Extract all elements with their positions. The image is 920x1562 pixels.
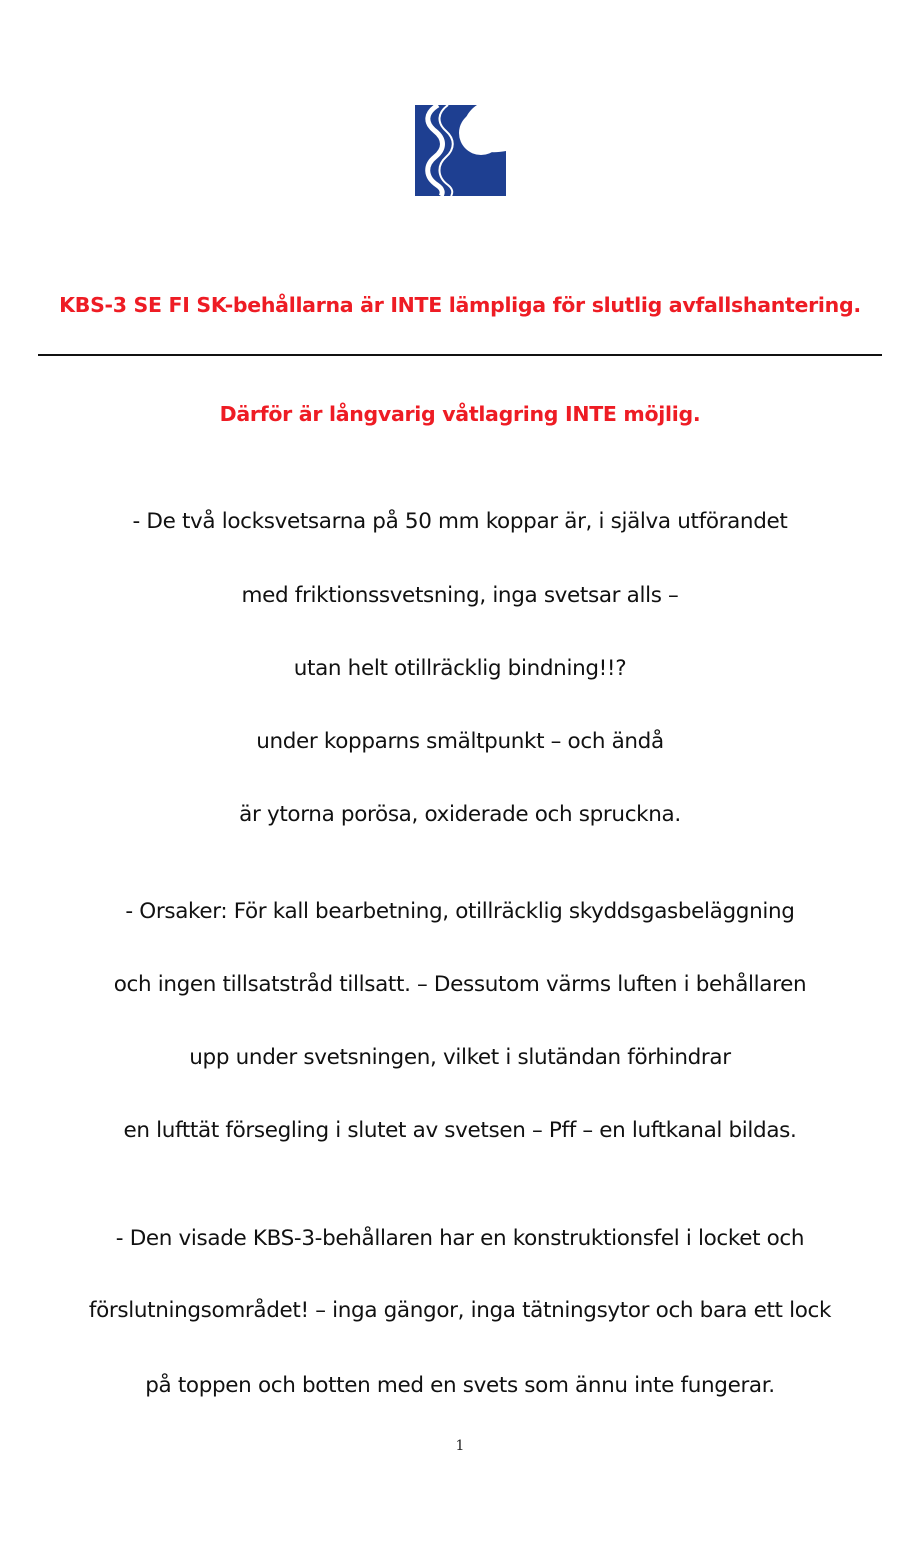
paragraph-1-line-5: är ytorna porösa, oxiderade och spruckna.: [239, 802, 681, 827]
headline-primary: KBS-3 SE FI SK-behållarna är INTE lämpliga för slutlig avfallshantering.: [59, 293, 861, 317]
paragraph-3-line-3: på toppen och botten med en svets som ännu inte fungerar.: [145, 1373, 775, 1398]
paragraph-2-line-2: och ingen tillsatstråd tillsatt. – Dessutom värms luften i behållaren: [113, 972, 807, 997]
paragraph-3-line-1: - Den visade KBS-3-behållaren har en konstruktionsfel i locket och: [115, 1226, 805, 1251]
divider-line: [38, 354, 882, 356]
paragraph-1-line-2: med friktionssvetsning, inga svetsar alls –: [241, 583, 679, 608]
paragraph-2-line-3: upp under svetsningen, vilket i slutändan förhindrar: [189, 1045, 731, 1070]
headline-secondary: Därför är långvarig våtlagring INTE möjlig.: [219, 402, 701, 426]
paragraph-1-line-3: utan helt otillräcklig bindning!!?: [293, 656, 627, 681]
paragraph-1-line-1: - De två locksvetsarna på 50 mm koppar är, i själva utförandet: [132, 509, 788, 534]
paragraph-2-line-4: en lufttät försegling i slutet av svetsen – Pff – en luftkanal bildas.: [123, 1118, 797, 1143]
logo-icon: [415, 105, 506, 196]
paragraph-3-line-2: förslutningsområdet! – inga gängor, inga tätningsytor och bara ett lock: [88, 1298, 832, 1323]
paragraph-2-line-1: - Orsaker: För kall bearbetning, otillräcklig skyddsgasbeläggning: [125, 899, 795, 924]
page-number: 1: [455, 1438, 465, 1454]
paragraph-1-line-4: under kopparns smältpunkt – och ändå: [256, 729, 664, 754]
